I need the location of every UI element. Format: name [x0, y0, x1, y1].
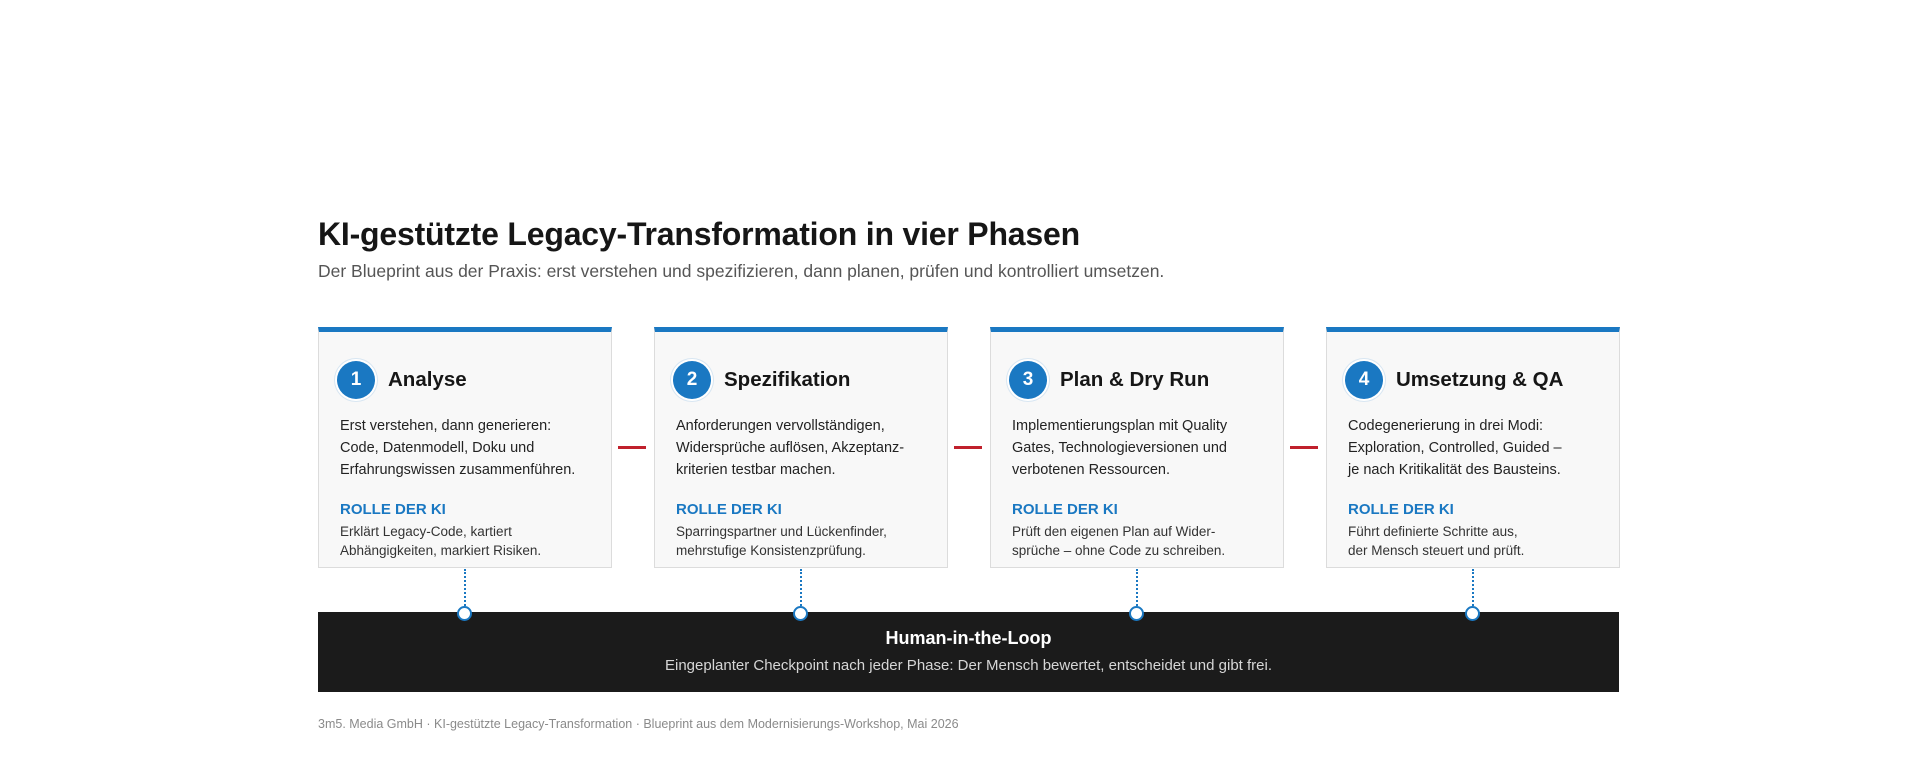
phase-description: Anforderungen vervollständigen, Widersprüche auflösen, Akzeptanz- kriterien testbar machen.: [676, 418, 905, 478]
phase-header: [337, 361, 467, 399]
role-label: ROLLE DER KI: [340, 501, 446, 518]
role-text: Prüft den eigenen Plan auf Wider- sprüche – ohne Code zu schreiben.: [1012, 524, 1226, 558]
phase-title: Spezifikation: [724, 368, 851, 391]
phase-connector: [954, 446, 982, 449]
phase-description: Codegenerierung in drei Modi: Exploration, Controlled, Guided – je nach Kritikalität des Bausteins.: [1348, 418, 1562, 478]
role-label: ROLLE DER KI: [1348, 501, 1454, 518]
phase-card-umsetzung-qa: [1326, 327, 1620, 568]
phase-connector: [618, 446, 646, 449]
role-text: Sparringspartner und Lückenfinder, mehrstufige Konsistenzprüfung.: [676, 524, 887, 558]
footer-text: 3m5. Media GmbH · KI-gestützte Legacy-Transformation · Blueprint aus dem Modernisierungs-Workshop, Mai 2026: [318, 717, 959, 731]
role-label: ROLLE DER KI: [1012, 501, 1118, 518]
checkpoint-dot: [793, 606, 808, 621]
phase-card-analyse: [318, 327, 612, 568]
human-in-the-loop-band: [318, 612, 1619, 692]
checkpoint-dot: [1129, 606, 1144, 621]
hitl-title: Human-in-the-Loop: [885, 628, 1052, 648]
page-subtitle: Der Blueprint aus der Praxis: erst verstehen und spezifizieren, dann planen, prüfen und kontrolliert umsetzen.: [318, 261, 1165, 281]
role-text: Erklärt Legacy-Code, kartiert Abhängigkeiten, markiert Risiken.: [340, 524, 542, 558]
phase-description: Erst verstehen, dann generieren: Code, Datenmodell, Doku und Erfahrungswissen zusammenführen.: [340, 418, 576, 478]
phase-card-plan-dry-run: [990, 327, 1284, 568]
phase-header: [1009, 361, 1209, 399]
page-title: KI-gestützte Legacy-Transformation in vier Phasen: [318, 216, 1080, 252]
phase-title: Plan & Dry Run: [1060, 368, 1210, 391]
checkpoint-dot: [1465, 606, 1480, 621]
phase-number-badge: 1: [337, 361, 375, 399]
phase-card-spezifikation: [654, 327, 948, 568]
checkpoint-dot: [457, 606, 472, 621]
phase-number-badge: 3: [1009, 361, 1047, 399]
phase-title: Analyse: [388, 368, 467, 391]
role-label: ROLLE DER KI: [676, 501, 782, 518]
hitl-text: Eingeplanter Checkpoint nach jeder Phase: Der Mensch bewertet, entscheidet und gibt frei.: [664, 657, 1273, 674]
phase-number-badge: 2: [673, 361, 711, 399]
role-text: Führt definierte Schritte aus, der Mensch steuert und prüft.: [1348, 524, 1525, 558]
phase-header: [673, 361, 850, 399]
phase-number-badge: 4: [1345, 361, 1383, 399]
phase-description: Implementierungsplan mit Quality Gates, Technologieversionen und verbotenen Ressourcen.: [1012, 418, 1228, 478]
phase-connector: [1290, 446, 1318, 449]
phase-header: [1345, 361, 1563, 399]
phase-title: Umsetzung & QA: [1396, 368, 1564, 391]
